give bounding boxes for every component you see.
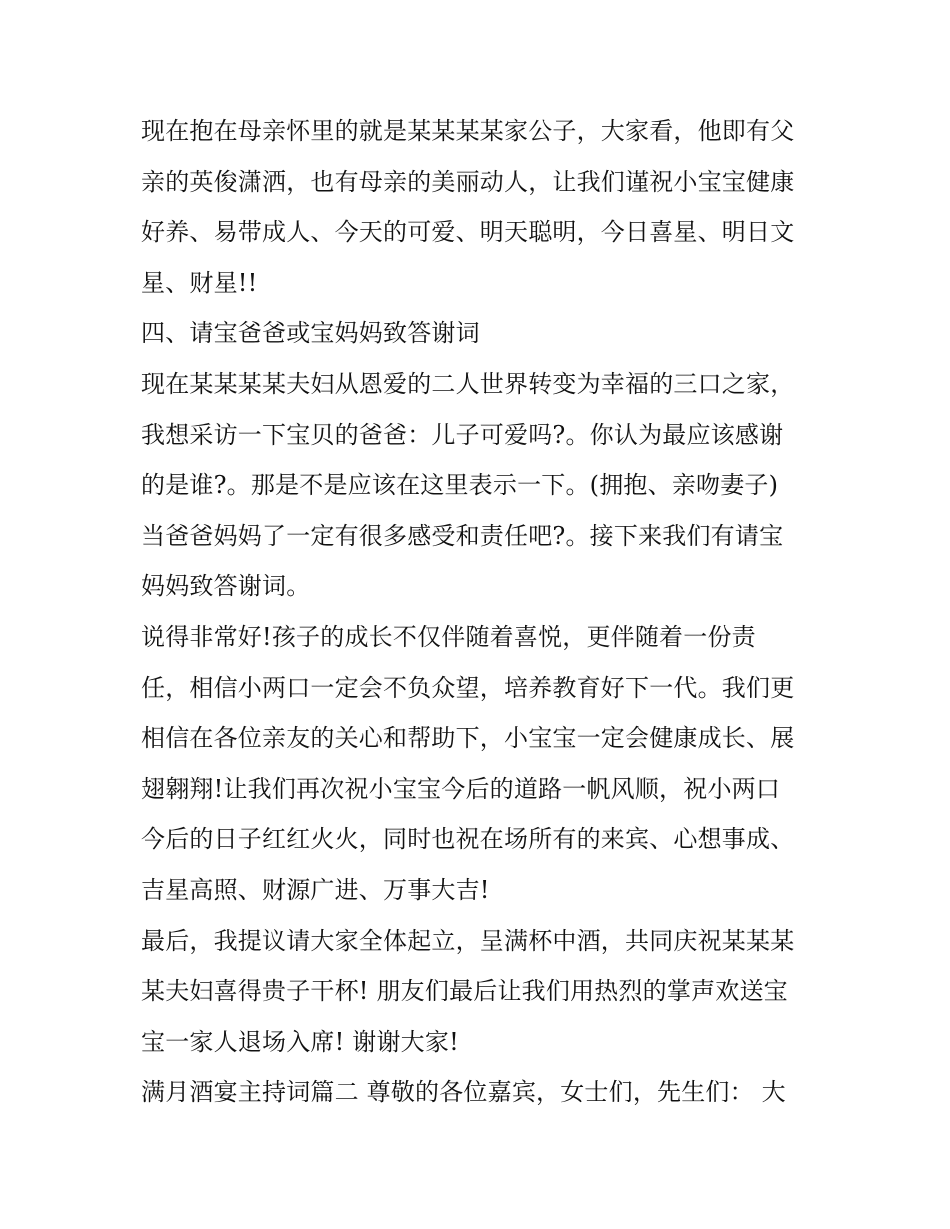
text-line: 宝一家人退场入席! 谢谢大家! bbox=[141, 1027, 459, 1056]
text-line: 我想采访一下宝贝的爸爸：儿子可爱吗?。你认为最应该感谢 bbox=[141, 420, 784, 449]
text-line: 亲的英俊潇洒，也有母亲的美丽动人，让我们谨祝小宝宝健康 bbox=[141, 167, 795, 196]
text-line: 翅翱翔!让我们再次祝小宝宝今后的道路一帆风顺，祝小两口 bbox=[141, 774, 781, 803]
text-line: 当爸爸妈妈了一定有很多感受和责任吧?。接下来我们有请宝 bbox=[141, 521, 784, 550]
text-line: 相信在各位亲友的关心和帮助下，小宝宝一定会健康成长、展 bbox=[141, 724, 795, 753]
text-line: 说得非常好!孩子的成长不仅伴随着喜悦，更伴随着一份责 bbox=[141, 622, 756, 651]
text-line: 妈妈致答谢词。 bbox=[141, 572, 311, 601]
text-line: 任，相信小两口一定会不负众望，培养教育好下一代。我们更 bbox=[141, 673, 795, 702]
text-line: 星、财星!! bbox=[141, 268, 258, 297]
text-line: 某夫妇喜得贵子干杯! 朋友们最后让我们用热烈的掌声欢送宝 bbox=[141, 977, 788, 1006]
text-line: 现在某某某某夫妇从恩爱的二人世界转变为幸福的三口之家， bbox=[141, 369, 795, 398]
section-heading: 四、请宝爸爸或宝妈妈致答谢词 bbox=[141, 319, 480, 348]
text-line: 的是谁?。那是不是应该在这里表示一下。(拥抱、亲吻妻子) bbox=[141, 471, 779, 500]
text-line: 最后，我提议请大家全体起立，呈满杯中酒，共同庆祝某某某 bbox=[141, 926, 795, 955]
text-line: 现在抱在母亲怀里的就是某某某某家公子，大家看，他即有父 bbox=[141, 117, 795, 145]
text-line: 今后的日子红红火火，同时也祝在场所有的来宾、心想事成、 bbox=[141, 825, 795, 854]
document-body bbox=[141, 106, 821, 1118]
text-line: 满月酒宴主持词篇二 尊敬的各位嘉宾，女士们，先生们： 大 bbox=[141, 1078, 786, 1107]
text-line: 吉星高照、财源广进、万事大吉! bbox=[141, 875, 490, 904]
text-line: 好养、易带成人、今天的可爱、明天聪明，今日喜星、明日文 bbox=[141, 218, 795, 247]
